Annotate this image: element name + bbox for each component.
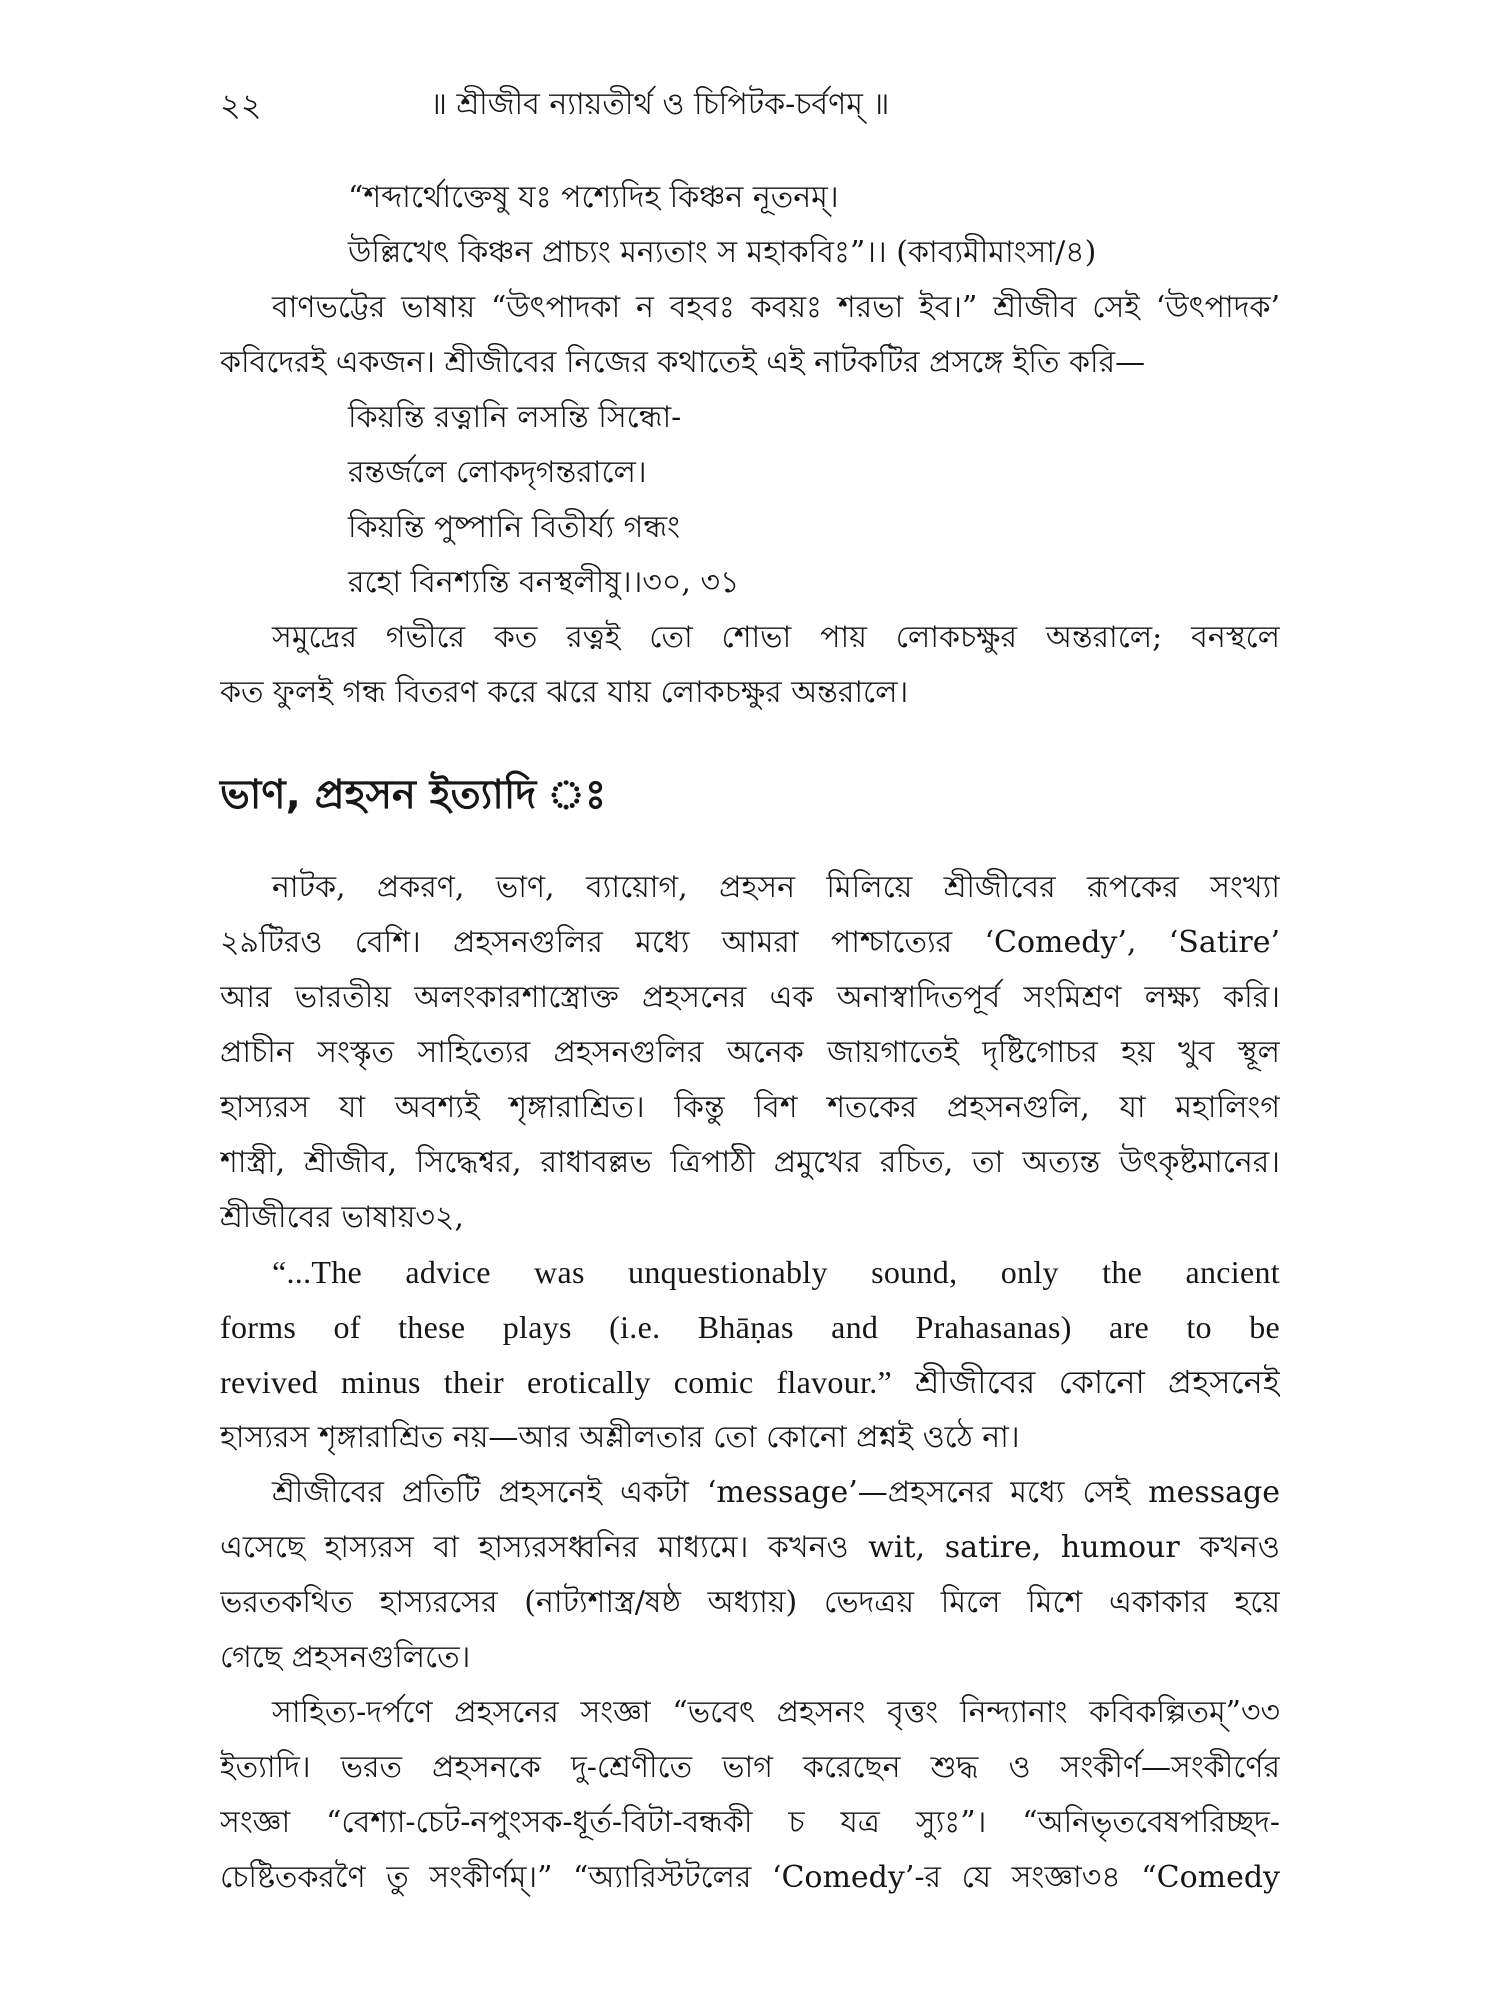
paragraph-line: চেষ্টিতকরণৈ তু সংকীর্ণম্।” “অ্যারিস্টটলের ‘Comedy’-র যে সংজ্ঞা৩৪ “Comedy	[220, 1860, 1280, 1895]
verse-line: কিয়ন্তি রত্নানি লসন্তি সিন্ধো-	[348, 400, 682, 435]
paragraph-line: কবিদেরই একজন। শ্রীজীবের নিজের কথাতেই এই নাটকটির প্রসঙ্গে ইতি করি—	[220, 345, 1146, 380]
paragraph-line: শ্রীজীবের প্রতিটি প্রহসনেই একটা ‘message’—প্রহসনের মধ্যে সেই message	[272, 1475, 1280, 1510]
running-title: ॥ শ্রীজীব ন্যায়তীর্থ ও চিপিটক-চর্বণম্ ॥	[430, 87, 890, 122]
paragraph-line: আর ভারতীয় অলংকারশাস্ত্রোক্ত প্রহসনের এক অনাস্বাদিতপূর্ব সংমিশ্রণ লক্ষ্য করি।	[220, 980, 1280, 1015]
paragraph-line: নাটক, প্রকরণ, ভাণ, ব্যায়োগ, প্রহসন মিলিয়ে শ্রীজীবের রূপকের সংখ্যা	[272, 870, 1280, 905]
paragraph-rupaka-count	[220, 860, 1280, 1245]
paragraph-english-quote	[220, 1245, 1280, 1465]
verse-quote-kavyamimamsa	[220, 170, 1280, 280]
paragraph-line: এসেছে হাস্যরস বা হাস্যরসধ্বনির মাধ্যমে। কখনও wit, satire, humour কখনও	[220, 1530, 1280, 1565]
section-heading: ভাণ, প্রহসন ইত্যাদি ঃ	[220, 772, 607, 818]
paragraph-line: ইত্যাদি। ভরত প্রহসনকে দু-শ্রেণীতে ভাগ করেছেন শুদ্ধ ও সংকীর্ণ—সংকীর্ণের	[220, 1750, 1280, 1785]
page-header	[220, 80, 1280, 130]
verse-line: “শব্দার্থোক্তেষু যঃ পশ্যেদিহ কিঞ্চন নূতনম্।	[348, 180, 839, 215]
page-number: ২২	[220, 86, 262, 124]
page-body	[220, 170, 1280, 1905]
paragraph-line: গেছে প্রহসনগুলিতে।	[220, 1640, 471, 1675]
paragraph-line: সাহিত্য-দর্পণে প্রহসনের সংজ্ঞা “ভবেৎ প্রহসনং বৃত্তং নিন্দ্যানাং কবিকল্পিতম্”৩৩	[272, 1695, 1280, 1730]
paragraph-message	[220, 1465, 1280, 1685]
paragraph-banabhatta	[220, 280, 1280, 390]
verse-line: কিয়ন্তি পুষ্পানি বিতীর্য্য গন্ধং	[348, 510, 681, 545]
paragraph-line: হাস্যরস যা অবশ্যই শৃঙ্গারাশ্রিত। কিন্তু বিশ শতকের প্রহসনগুলি, যা মহালিংগ	[220, 1090, 1280, 1125]
verse-quote-kiyanti	[220, 390, 1280, 610]
verse-line: উল্লিখেৎ কিঞ্চন প্রাচ্যং মন্যতাং স মহাকবিঃ”।। (কাব্যমীমাংসা/৪)	[348, 235, 1097, 270]
paragraph-line: বাণভট্টের ভাষায় “উৎপাদকা ন বহবঃ কবয়ঃ শরভা ইব।” শ্রীজীব সেই ‘উৎপাদক’	[272, 290, 1280, 325]
verse-line: রন্তর্জলে লোকদৃগন্তরালে।	[348, 455, 647, 490]
paragraph-line: প্রাচীন সংস্কৃত সাহিত্যের প্রহসনগুলির অনেক জায়গাতেই দৃষ্টিগোচর হয় খুব স্থূল	[220, 1035, 1280, 1070]
paragraph-line: “...The advice was unquestionably sound, only the ancient	[272, 1254, 1280, 1290]
paragraph-translation	[220, 610, 1280, 720]
paragraph-line: কত ফুলই গন্ধ বিতরণ করে ঝরে যায় লোকচক্ষুর অন্তরালে।	[220, 675, 909, 710]
paragraph-sahitya-darpan	[220, 1685, 1280, 1905]
paragraph-line: forms of these plays (i.e. Bhāṇas and Prahasanas) are to be	[220, 1309, 1280, 1345]
paragraph-line: ২৯টিরও বেশি। প্রহসনগুলির মধ্যে আমরা পাশ্চাত্যের ‘Comedy’, ‘Satire’	[220, 925, 1280, 960]
paragraph-line: শ্রীজীবের ভাষায়৩২,	[220, 1200, 464, 1235]
paragraph-line: সমুদ্রের গভীরে কত রত্নই তো শোভা পায় লোকচক্ষুর অন্তরালে; বনস্থলে	[272, 620, 1280, 655]
verse-line: রহো বিনশ্যন্তি বনস্থলীষু।।৩০, ৩১	[348, 565, 740, 600]
paragraph-line: revived minus their erotically comic flavour.” শ্রীজীবের কোনো প্রহসনেই	[220, 1364, 1280, 1400]
paragraph-line: শাস্ত্রী, শ্রীজীব, সিদ্ধেশ্বর, রাধাবল্লভ ত্রিপাঠী প্রমুখের রচিত, তা অত্যন্ত উৎকৃষ্টমানের।	[220, 1145, 1280, 1180]
paragraph-line: হাস্যরস শৃঙ্গারাশ্রিত নয়—আর অশ্লীলতার তো কোনো প্রশ্নই ওঠে না।	[220, 1420, 1020, 1455]
paragraph-line: ভরতকথিত হাস্যরসের (নাট্যশাস্ত্র/ষষ্ঠ অধ্যায়) ভেদত্রয় মিলে মিশে একাকার হয়ে	[220, 1585, 1280, 1620]
paragraph-line: সংজ্ঞা “বেশ্যা-চেট-নপুংসক-ধূর্ত-বিটা-বন্ধকী চ যত্র স্যুঃ”। “অনিভৃতবেষপরিচ্ছদ-	[220, 1805, 1280, 1840]
